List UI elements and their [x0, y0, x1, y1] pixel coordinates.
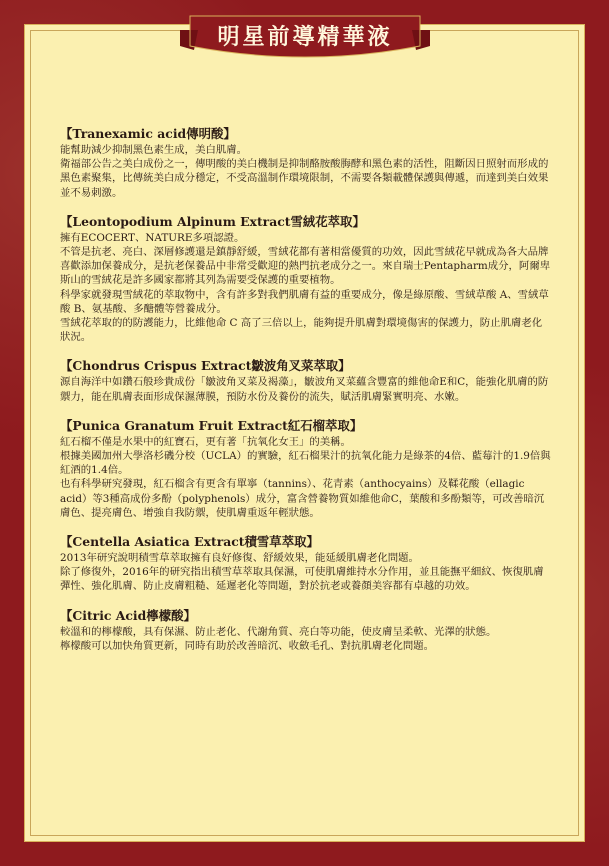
section-paragraph: 除了修復外，2016年的研究指出積雪草萃取具保濕，可使肌膚維持水分作用，並且能撫平細紋、恢復肌膚彈性、強化肌膚、防止皮膚粗糙、延遲老化等問題，對於抗老或養顏美容都有卓越的功效。: [60, 566, 544, 593]
section-paragraph: 檸檬酸可以加快角質更新，同時有助於改善暗沉、收斂毛孔、對抗肌膚老化問題。: [60, 639, 435, 652]
section-tranexamic-acid: [60, 126, 552, 200]
ingredient-list: [60, 126, 552, 667]
section-paragraph: 擁有ECOCERT、NATURE多項認證。: [60, 231, 245, 244]
section-paragraph: 源自海洋中如鑽石般珍貴成份「皺波角叉菜及褐藻」，皺波角叉菜蘊含豐富的維他命E和C，能強化肌膚的防禦力，能在肌膚表面形成保濕薄膜，預防水份及養份的流失，賦活肌膚緊實明亮、水嫩。: [60, 376, 549, 403]
section-heading: 【Citric Acid檸檬酸】: [60, 607, 196, 623]
section-paragraph: 雪絨花萃取的的防護能力，比維他命 C 高了三倍以上，能夠提升肌膚對環境傷害的保護力，防止肌膚老化狀況。: [60, 317, 543, 344]
section-paragraph: 科學家就發現雪絨花的萃取物中，含有許多對我們肌膚有益的重要成分，像是綠原酸、雪絨草酸 A、雪絨草酸 B、氨基酸、多醣體等營養成分。: [60, 288, 549, 315]
section-chondrus-crispus: [60, 358, 552, 403]
section-leontopodium: [60, 214, 552, 345]
section-paragraph: 能幫助減少抑制黑色素生成，美白肌膚。: [60, 144, 248, 156]
section-heading: 【Leontopodium Alpinum Extract雪絨花萃取】: [60, 213, 365, 229]
section-punica-granatum: [60, 418, 552, 520]
section-heading: 【Tranexamic acid傳明酸】: [60, 126, 236, 141]
section-paragraph: 衛福部公告之美白成份之一，傳明酸的美白機制是抑制酪胺酸脢酵和黑色素的活性，阻斷因日照射而形成的黑色素聚集，比傳統美白成分穩定，不受高溫制作環境限制，不需要各類載體保護與傳遞，而達到美白效果並不易刺激。: [60, 158, 549, 199]
section-paragraph: 2013年研究說明積雪草萃取擁有良好修復、舒緩效果，能延緩肌膚老化問題。: [60, 552, 419, 565]
section-paragraph: 紅石榴不僅是水果中的紅寶石，更有著「抗氧化女王」的美稱。: [60, 435, 351, 448]
section-paragraph: 也有科學研究發現，紅石榴含有更含有單寧（tannins）、花青素（anthocyains）及鞣花酸（ellagic acid）等3種高成份多酚（polyphenols）成分，富含營養物質如維他命C，葉酸和多酚類等，可改善暗沉膚色、提亮膚色、增強自我防禦，使肌膚重返年輕狀態。: [60, 478, 545, 519]
section-citric-acid: [60, 608, 552, 653]
section-heading: 【Centella Asiatica Extract積雪草萃取】: [60, 534, 319, 550]
section-paragraph: 根據美國加州大學洛杉磯分校（UCLA）的實驗，紅石榴果汁的抗氧化能力是綠茶的4倍、藍莓汁的1.9倍與紅酒的1.4倍。: [60, 450, 551, 477]
section-heading: 【Punica Granatum Fruit Extract紅石榴萃取】: [60, 417, 363, 433]
section-heading: 【Chondrus Crispus Extract皺波角叉菜萃取】: [60, 358, 351, 374]
section-centella-asiatica: [60, 534, 552, 594]
section-paragraph: 不管是抗老、亮白、深層修護還是鎮靜舒緩，雪絨花都有著相當優質的功效，因此雪絨花早就成為各大品牌喜歡添加保養成分，是抗老保養品中非常受歡迎的熱門抗老成分之一。來自瑞士Pentapharm成分，阿爾卑斯山的雪絨花是許多國家都將其列為需要受保護的重要植物。: [60, 246, 551, 287]
page-title: 明星前導精華液: [217, 25, 393, 50]
section-paragraph: 較溫和的檸檬酸，具有保濕、防止老化、代謝角質、亮白等功能，使皮膚呈柔軟、光澤的狀態。: [60, 625, 497, 638]
